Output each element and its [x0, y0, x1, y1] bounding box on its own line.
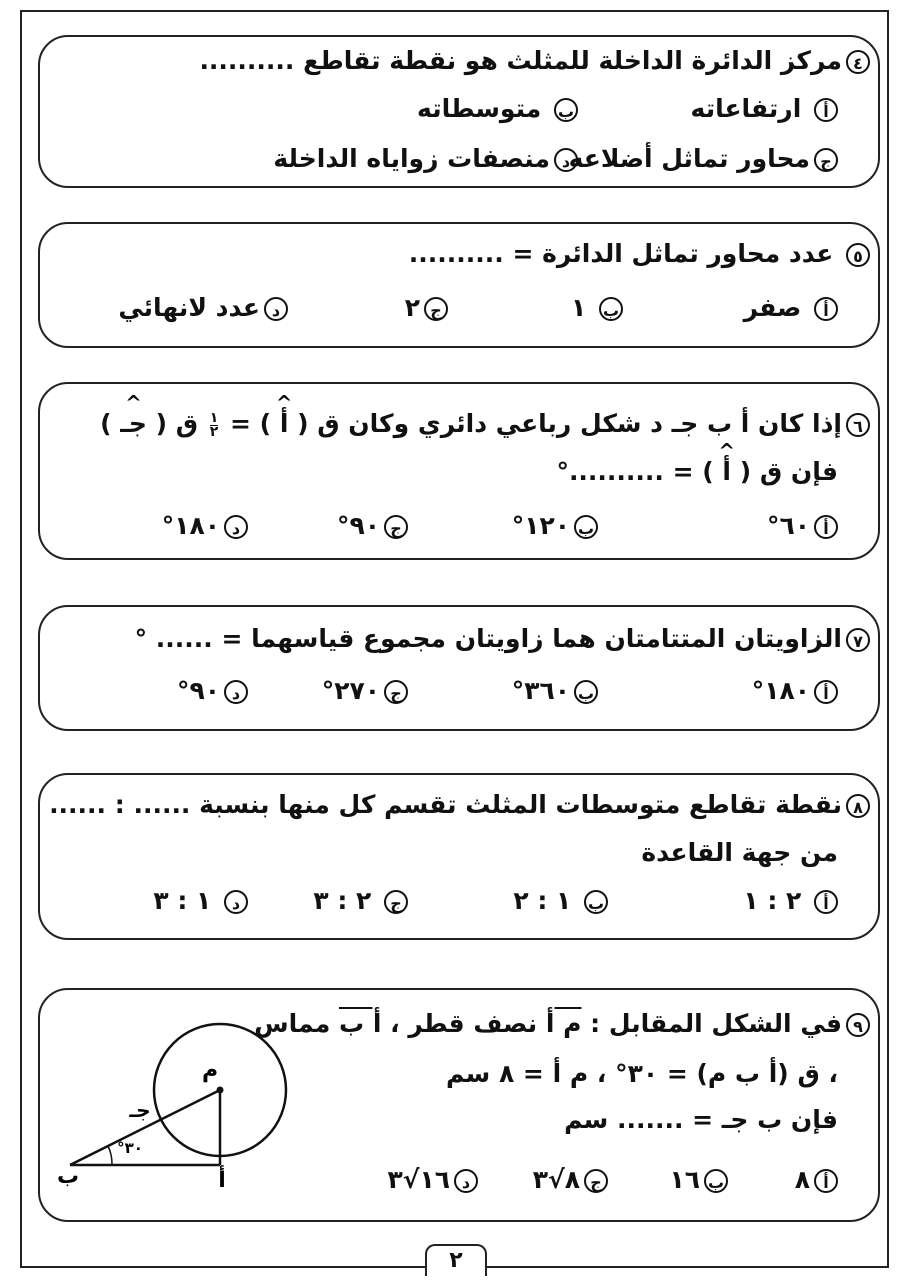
label-center: م	[201, 1058, 219, 1083]
center-point	[217, 1087, 224, 1094]
angle-arc	[108, 1146, 112, 1165]
option-d[interactable]: د٩٠°	[177, 677, 248, 705]
question-4-stem: ٤مركز الدائرة الداخلة للمثلث هو نقطة تقاطع ..........	[199, 47, 870, 75]
question-6-box	[38, 382, 880, 560]
question-9-line3: فإن ب جـ = ....... سم	[564, 1105, 838, 1134]
question-7-stem: ٧الزاويتان المتتامتان هما زاويتان مجموع قياسهما = ...... °	[135, 625, 870, 653]
fraction-half: $\frac{١}{٢}$	[209, 409, 219, 440]
option-d[interactable]: دمنصفات زواياه الداخلة	[273, 145, 578, 173]
circle-tangent-figure	[50, 1015, 300, 1195]
option-d[interactable]: د١٦√٣	[388, 1166, 478, 1194]
option-a[interactable]: أ٦٠°	[767, 512, 838, 540]
question-5-stem: ٥ عدد محاور تماثل الدائرة = ..........	[409, 240, 870, 268]
option-b[interactable]: ب متوسطاته	[417, 95, 578, 123]
question-8-box	[38, 773, 880, 940]
option-a[interactable]: أ ٢ : ١	[743, 887, 838, 915]
question-8-stem-line2: من جهة القاعدة	[641, 838, 838, 867]
option-c[interactable]: ج ٢ : ٣	[313, 887, 408, 915]
label-tangent-point: أ	[218, 1168, 226, 1193]
page-number: ٢	[425, 1244, 487, 1276]
option-c[interactable]: ج٢٧٠°	[322, 677, 408, 705]
question-6-stem-line2: فإن ق ( ^ أ ) = ..........°	[556, 454, 838, 486]
question-9-stem: ٩في الشكل المقابل : م أ نصف قطر ، أ ب مماس	[254, 1010, 870, 1038]
question-7-box	[38, 605, 880, 731]
option-a[interactable]: أ ارتفاعاته	[691, 95, 838, 123]
question-5-box	[38, 222, 880, 348]
option-a[interactable]: أ١٨٠°	[752, 677, 838, 705]
option-a[interactable]: أ٨	[795, 1166, 838, 1194]
question-4-box	[38, 35, 880, 188]
option-b[interactable]: ب ١	[571, 294, 623, 322]
option-a[interactable]: أ صفر	[744, 294, 838, 322]
question-6-stem: ٦إذا كان أ ب جـ د شكل رباعي دائري وكان ق ( ^ أ ) = $\frac{١}{٢}$ ق ( ^ جـ )	[100, 406, 870, 439]
question-number-badge: ٤	[846, 50, 870, 74]
option-b[interactable]: ب ١ : ٢	[513, 887, 608, 915]
label-intersection: جـ	[129, 1098, 151, 1122]
option-d[interactable]: د ١ : ٣	[153, 887, 248, 915]
label-external-point: ب	[56, 1164, 80, 1189]
question-8-stem: ٨نقطة تقاطع متوسطات المثلث تقسم كل منها بنسبة ...... : ......	[49, 791, 870, 819]
option-b[interactable]: ب٣٦٠°	[512, 677, 598, 705]
question-9-line2: ، ق (أ ب م) = ٣٠° ، م أ = ٨ سم	[446, 1059, 838, 1088]
option-c[interactable]: ج٢	[405, 294, 448, 322]
label-angle: ٣٠°	[117, 1139, 143, 1157]
option-b[interactable]: ب١٦	[669, 1166, 728, 1194]
option-c[interactable]: ج٨√٣	[533, 1166, 608, 1194]
option-c[interactable]: جمحاور تماثل أضلاعه	[569, 145, 838, 173]
option-c[interactable]: ج٩٠°	[337, 512, 408, 540]
option-d[interactable]: د١٨٠°	[162, 512, 248, 540]
option-b[interactable]: ب١٢٠°	[512, 512, 598, 540]
option-d[interactable]: دعدد لانهائي	[118, 294, 288, 322]
